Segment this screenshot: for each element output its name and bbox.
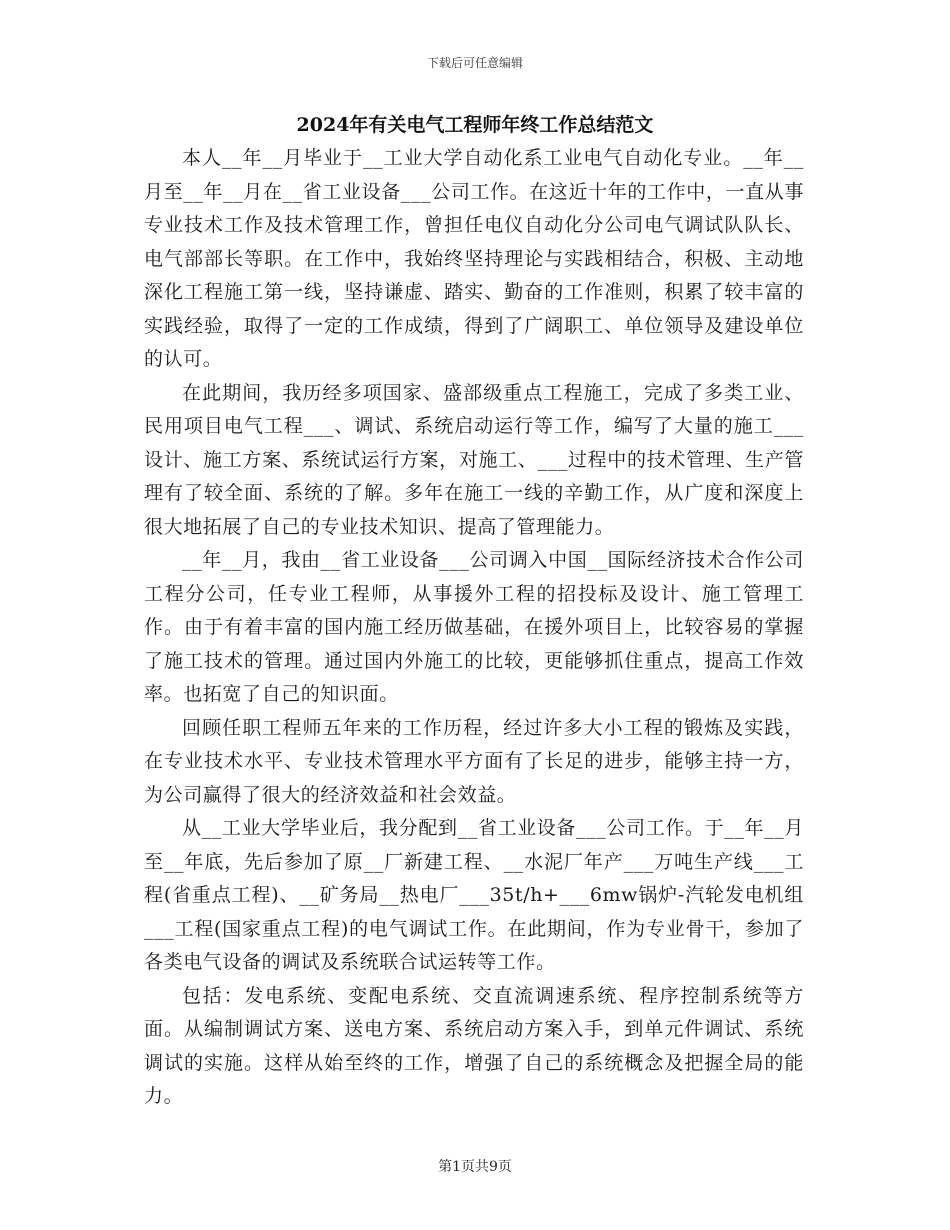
paragraph-3: __年__月，我由__省工业设备___公司调入中国__国际经济技术合作公司工程分公司，任专业工程师，从事援外工程的招投标及设计、施工管理工作。由于有着丰富的国内施工经历做基础，在援外项目上，比较容易的掌握了施工技术的管理。通过国内外施工的比较，更能够抓住重点，提高工作效率。也拓宽了自己的知识面。 xyxy=(144,549,804,705)
paragraph-4: 回顾任职工程师五年来的工作历程，经过许多大小工程的锻炼及实践，在专业技术水平、专业技术管理水平方面有了长足的进步，能够主持一方，为公司赢得了很大的经济效益和社会效益。 xyxy=(144,716,804,806)
paragraph-1: 本人__年__月毕业于__工业大学自动化系工业电气自动化专业。__年__月至__年__月在__省工业设备___公司工作。在这近十年的工作中，一直从事专业技术工作及技术管理工作，曾担任电仪自动化分公司电气调试队队长、电气部部长等职。在工作中，我始终坚持理论与实践相结合，积极、主动地深化工程施工第一线，坚持谦虚、踏实、勤奋的工作准则，积累了较丰富的实践经验，取得了一定的工作成绩，得到了广阔职工、单位领导及建设单位的认可。 xyxy=(144,147,804,370)
paragraph-5: 从__工业大学毕业后，我分配到__省工业设备___公司工作。于__年__月至__年底，先后参加了原__厂新建工程、__水泥厂年产___万吨生产线___工程(省重点工程)、__矿务局__热电厂___35t/h+___6mw锅炉-汽轮发电机组___工程(国家重点工程)的电气调试工作。在此期间，作为专业骨干，参加了各类电气设备的调试及系统联合试运转等工作。 xyxy=(144,817,804,973)
page-indicator: 第1页共9页 xyxy=(438,1159,512,1175)
document-title: 2024年有关电气工程师年终工作总结范文 xyxy=(296,114,654,136)
paragraph-2: 在此期间，我历经多项国家、盛部级重点工程施工，完成了多类工业、民用项目电气工程___、调试、系统启动运行等工作，编写了大量的施工___设计、施工方案、系统试运行方案，对施工、___过程中的技术管理、生产管理有了较全面、系统的了解。多年在施工一线的辛勤工作，从广度和深度上很大地拓展了自己的专业技术知识、提高了管理能力。 xyxy=(144,381,804,538)
header-note: 下载后可任意编辑 xyxy=(426,56,523,70)
document-body xyxy=(144,142,804,1114)
paragraph-6: 包括：发电系统、变配电系统、交直流调速系统、程序控制系统等方面。从编制调试方案、送电方案、系统启动方案入手，到单元件调试、系统调试的实施。这样从始至终的工作，增强了自己的系统概念及把握全局的能力。 xyxy=(144,984,804,1107)
